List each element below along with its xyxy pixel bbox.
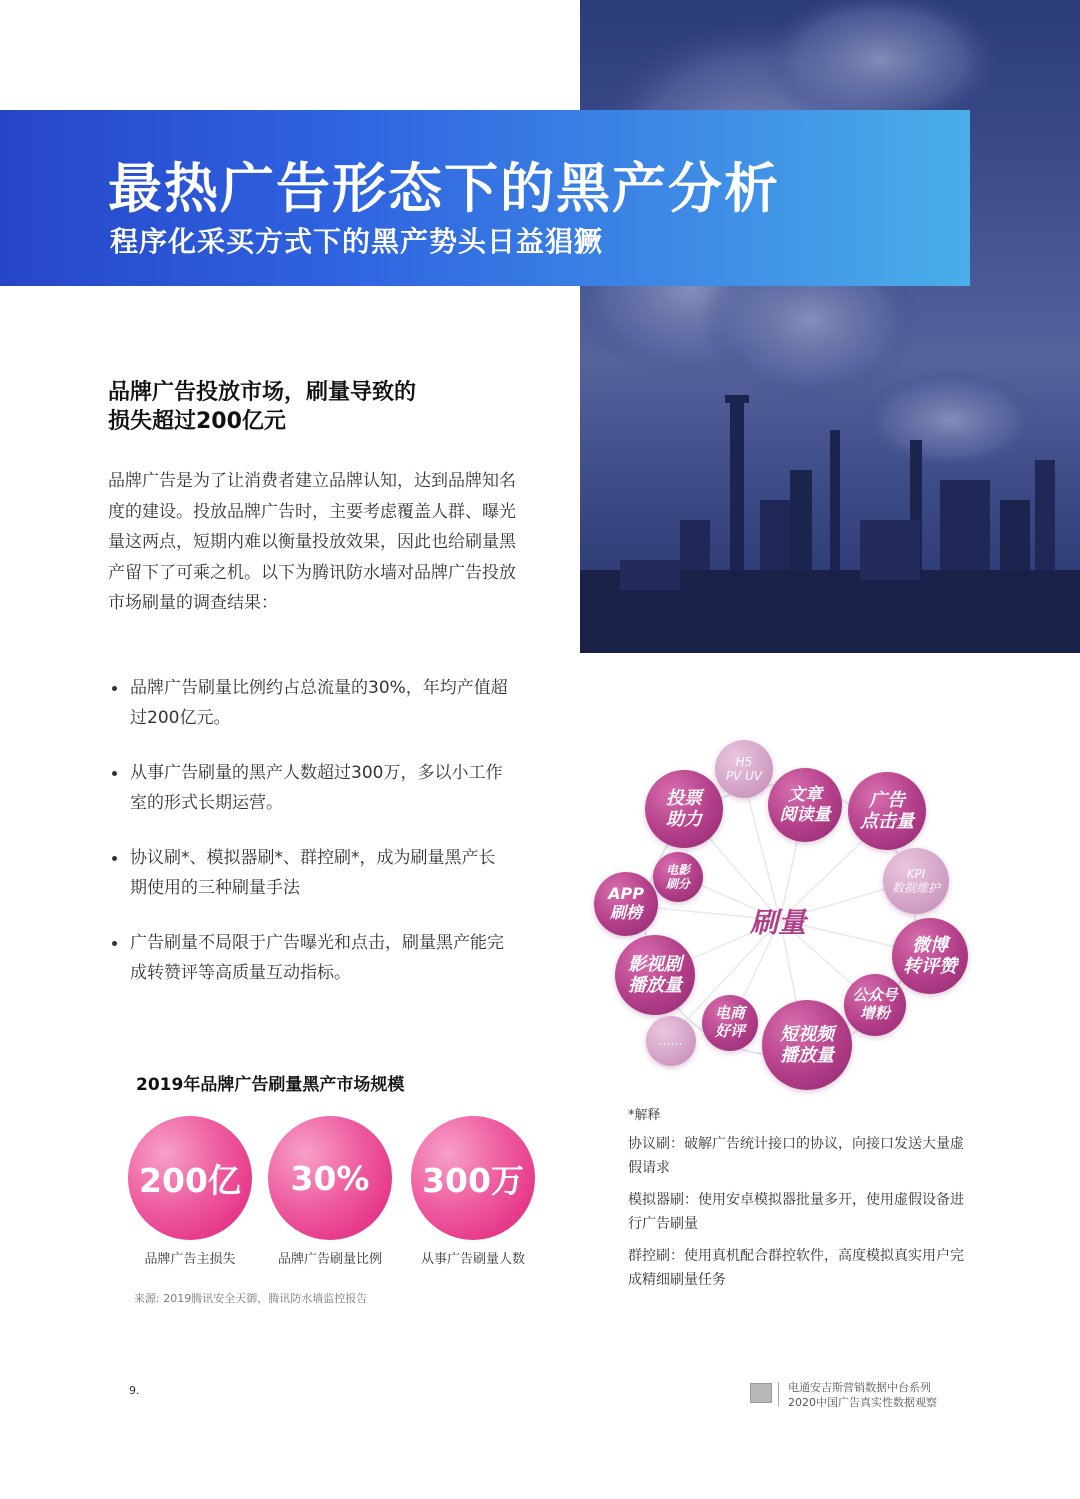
section-heading-line2: 损失超过200亿元	[108, 409, 286, 434]
stat-loss-label: 品牌广告主损失	[144, 1252, 236, 1267]
fraud-types-diagram	[590, 730, 980, 1100]
node-ecommerce: 电商 好评	[702, 995, 758, 1051]
node-kpi: KPI 数据维护	[883, 848, 949, 914]
page-title: 最热广告形态下的黑产分析	[108, 157, 780, 220]
stat-loss-circle: 200亿	[128, 1116, 252, 1240]
notes-block	[628, 1104, 968, 1300]
node-app: APP 刷榜	[594, 872, 658, 936]
node-ad-click: 广告 点击量	[848, 772, 926, 850]
intro-paragraph	[108, 466, 528, 619]
publisher-logo	[750, 1383, 772, 1403]
footer-divider	[778, 1382, 779, 1406]
finding-item: 品牌广告刷量比例约占总流量的30%，年均产值超过200亿元。	[108, 673, 508, 733]
node-short-video: 短视频 播放量	[762, 1000, 852, 1090]
section-heading	[108, 378, 528, 436]
page-number: 9.	[129, 1384, 140, 1397]
intro-text: 品牌广告是为了让消费者建立品牌认知，达到品牌知名度的建设。投放品牌广告时，主要考虑覆盖人群、曝光量这两点，短期内难以衡量投放效果，因此也给刷量黑产留下了可乘之机。以下为腾讯防水墙对品牌广告投放市场刷量的调查结果：	[108, 471, 516, 613]
node-article: 文章 阅读量	[768, 768, 842, 842]
note-protocol: 协议刷：破解广告统计接口的协议，向接口发送大量虚假请求	[628, 1136, 964, 1176]
diagram-center-label: 刷量	[750, 906, 807, 939]
node-weibo: 微博 转评赞	[892, 918, 968, 994]
stat-people	[411, 1116, 535, 1267]
stat-ratio-label: 品牌广告刷量比例	[277, 1252, 382, 1267]
finding-item: 广告刷量不局限于广告曝光和点击，刷量黑产能完成转赞评等高质量互动指标。	[108, 928, 508, 988]
stat-ratio-circle: 30%	[268, 1116, 392, 1240]
footer-report: 2020中国广告真实性数据观察	[788, 1396, 937, 1409]
stats-title: 2019年品牌广告刷量黑产市场规模	[136, 1075, 405, 1095]
note-group-control: 群控刷：使用真机配合群控软件，高度模拟真实用户完成精细刷量任务	[628, 1248, 964, 1288]
stat-people-label: 从事广告刷量人数	[420, 1252, 525, 1267]
node-more: ……	[646, 1016, 696, 1066]
stat-people-circle: 300万	[411, 1116, 535, 1240]
notes-heading: *解释	[628, 1108, 661, 1123]
node-h5: H5 PV UV	[715, 740, 773, 798]
findings-list	[108, 673, 508, 1013]
page-subtitle: 程序化采买方式下的黑产势头日益猖獗	[110, 225, 604, 258]
node-drama: 影视剧 播放量	[615, 935, 695, 1015]
stat-ratio	[268, 1116, 392, 1267]
source-note: 来源: 2019腾讯安全天御，腾讯防水墙监控报告	[134, 1292, 368, 1305]
factory-illustration	[580, 0, 1080, 653]
node-movie: 电影 刷分	[653, 852, 703, 902]
factory-smoke-image	[580, 0, 1080, 653]
stat-loss	[128, 1116, 252, 1267]
section-heading-line1: 品牌广告投放市场，刷量导致的	[108, 380, 417, 405]
footer-text	[788, 1380, 937, 1410]
finding-item: 协议刷*、模拟器刷*、群控刷*，成为刷量黑产长期使用的三种刷量手法	[108, 843, 508, 903]
node-vote: 投票 助力	[645, 770, 723, 848]
footer-series: 电通安吉斯营销数据中台系列	[788, 1381, 931, 1394]
finding-item: 从事广告刷量的黑产人数超过300万，多以小工作室的形式长期运营。	[108, 758, 508, 818]
node-wechat: 公众号 增粉	[844, 974, 906, 1036]
note-emulator: 模拟器刷：使用安卓模拟器批量多开，使用虚假设备进行广告刷量	[628, 1192, 964, 1232]
title-banner	[0, 110, 970, 286]
